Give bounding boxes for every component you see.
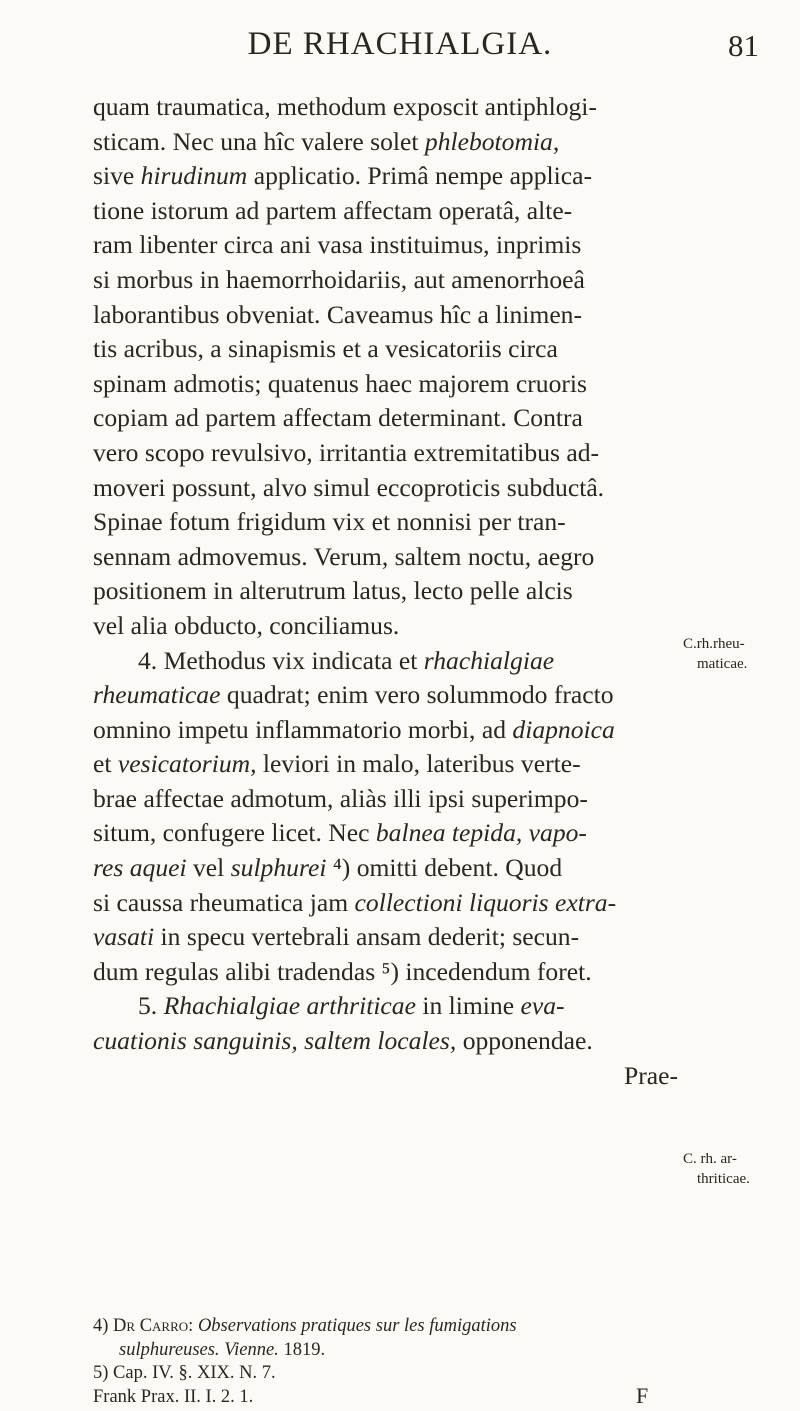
text-line: brae affectae admotum, aliàs illi ipsi superimpo- [93, 783, 588, 813]
text-line: laborantibus obveniat. Caveamus hîc a linimen- [93, 299, 582, 329]
footnote-5: 5) Cap. IV. §. XIX. N. 7. [93, 1363, 276, 1383]
text-line: rheumaticae quadrat; enim vero solummodo fracto [93, 680, 614, 710]
text-line: Spinae fotum frigidum vix et nonnisi per tran- [93, 507, 566, 537]
text-line: situm, confugere licet. Nec balnea tepida, vapo- [93, 818, 587, 848]
text-line: copiam ad partem affectam determinant. Contra [93, 403, 583, 433]
text-line: et vesicatorium, leviori in malo, lateribus verte- [93, 749, 581, 779]
text-line: spinam admotis; quatenus haec majorem cruoris [93, 368, 587, 398]
footnote-4-cont: sulphureuses. Vienne. 1819. [119, 1339, 326, 1360]
text-line: dum regulas alibi tradendas ⁵) incedendum foret. [93, 956, 592, 986]
text-line: sive hirudinum applicatio. Primâ nempe applica- [93, 161, 592, 191]
text-line: tione istorum ad partem affectam operatâ, alte- [93, 195, 573, 225]
page-header [0, 26, 800, 70]
catchword: Prae- [624, 1060, 678, 1090]
text-line: quam traumatica, methodum exposcit antiphlogi- [93, 92, 597, 121]
text-line: moveri possunt, alvo simul eccoproticis subductâ. [93, 472, 605, 502]
margin-note: C. rh. ar- [683, 1151, 737, 1167]
text-line: sennam admovemus. Verum, saltem noctu, aegro [93, 541, 595, 571]
text-line: sticam. Nec una hîc valere solet phlebotomia, [93, 126, 560, 156]
text-line: cuationis sanguinis, saltem locales, opponendae. [93, 1026, 593, 1056]
running-head: DE RHACHIALGIA. [247, 26, 553, 62]
text-line: si morbus in haemorrhoidariis, aut amenorrhoeâ [93, 264, 585, 294]
text-line: ram libenter circa ani vasa instituimus, inprimis [93, 230, 582, 260]
text-line: vasati in specu vertebrali ansam dederit; secun- [93, 922, 580, 952]
margin-note: maticae. [697, 656, 748, 672]
margin-note: C.rh.rheu- [683, 636, 745, 652]
text-line: omnino impetu inflammatorio morbi, ad diapnoica [93, 714, 615, 744]
text-line: si caussa rheumatica jam collectioni liquoris extra- [93, 887, 617, 917]
text-line: vel alia obducto, conciliamus. [93, 610, 400, 640]
footnote-4: 4) Dr Carro: Observations pratiques sur les fumigations [93, 1316, 517, 1336]
text-line: positionem in alterutrum latus, lecto pelle alcis [93, 576, 573, 606]
page-number: 81 [728, 28, 759, 63]
text-line: tis acribus, a sinapismis et a vesicatoriis circa [93, 334, 558, 364]
footnote-6: Frank Prax. II. I. 2. 1. [93, 1386, 254, 1407]
body-text [93, 90, 678, 1093]
margin-note: thriticae. [697, 1171, 750, 1187]
text-line: res aquei vel sulphurei ⁴) omitti debent. Quod [93, 853, 563, 883]
text-line: 4. Methodus vix indicata et rhachialgiae [138, 645, 555, 675]
text-line: 5. Rhachialgiae arthriticae in limine eva- [138, 991, 565, 1021]
text-line: vero scopo revulsivo, irritantia extremitatibus ad- [93, 437, 600, 467]
footnotes [93, 1315, 693, 1409]
signature-mark: F [636, 1383, 649, 1408]
